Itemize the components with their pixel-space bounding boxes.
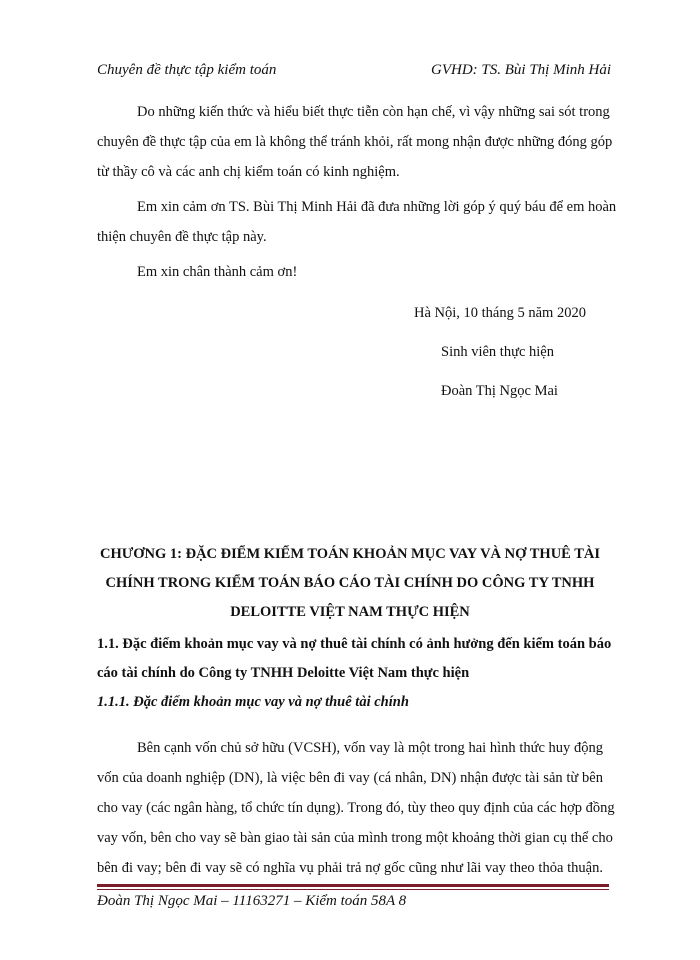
section-heading-1-1 — [97, 630, 612, 688]
text-line: Do những kiến thức và hiểu biết thực tiễn còn hạn chế, vì vậy những sai sót trong — [137, 104, 610, 120]
footer-divider-thin — [97, 889, 609, 890]
chapter-title-line: CHÍNH TRONG KIỂM TOÁN BÁO CÁO TÀI CHÍNH DO CÔNG TY TNHH — [105, 575, 595, 591]
chapter-title-line: CHƯƠNG 1: ĐẶC ĐIỂM KIỂM TOÁN KHOẢN MỤC VAY VÀ NỢ THUÊ TÀI — [99, 546, 601, 562]
chapter-title — [97, 540, 603, 627]
closing-paragraph-1 — [97, 97, 613, 187]
text-line: chuyên đề thực tập của em là không thể tránh khỏi, rất mong nhận được những đóng góp — [97, 134, 613, 150]
body-paragraph — [97, 733, 615, 883]
text-line: Bên cạnh vốn chủ sở hữu (VCSH), vốn vay là một trong hai hình thức huy động — [137, 740, 603, 756]
header-course-title: Chuyên đề thực tập kiểm toán — [97, 62, 277, 78]
text-line: cho vay (các ngân hàng, tổ chức tín dụng). Trong đó, tùy theo quy định của các hợp đồng — [97, 800, 615, 816]
text-line: Em xin cảm ơn TS. Bùi Thị Minh Hải đã đưa những lời góp ý quý báu để em hoàn — [137, 199, 617, 215]
closing-paragraph-2 — [97, 192, 617, 252]
text-line: vốn của doanh nghiệp (DN), là việc bên đi vay (cá nhân, DN) nhận được tài sản từ bên — [97, 770, 603, 786]
signature-role: Sinh viên thực hiện — [441, 344, 554, 360]
text-line: vay vốn, bên cho vay sẽ bàn giao tài sản của mình trong một khoảng thời gian cụ thể cho — [97, 830, 613, 846]
section-heading-line: cáo tài chính do Công ty TNHH Deloitte Việt Nam thực hiện — [97, 665, 470, 681]
footer-divider-thick — [97, 884, 609, 887]
text-line: Em xin chân thành cảm ơn! — [137, 264, 298, 280]
text-line: bên đi vay; bên đi vay sẽ có nghĩa vụ phải trả nợ gốc cũng như lãi vay theo thỏa thuận. — [97, 860, 603, 876]
header-advisor: GVHD: TS. Bùi Thị Minh Hải — [431, 62, 611, 78]
footer-author-page: Đoàn Thị Ngọc Mai – 11163271 – Kiểm toán 58A 8 — [97, 893, 407, 909]
text-line: từ thầy cô và các anh chị kiểm toán có kinh nghiệm. — [97, 164, 400, 180]
signature-place-date: Hà Nội, 10 tháng 5 năm 2020 — [414, 305, 586, 321]
section-heading-1-1-1: 1.1.1. Đặc điểm khoản mục vay và nợ thuê tài chính — [97, 694, 409, 710]
signature-name: Đoàn Thị Ngọc Mai — [441, 383, 558, 399]
section-heading-line: 1.1. Đặc điểm khoản mục vay và nợ thuê tài chính có ảnh hưởng đến kiểm toán báo — [97, 636, 612, 652]
closing-thanks — [97, 257, 603, 287]
text-line: thiện chuyên đề thực tập này. — [97, 229, 267, 245]
chapter-title-line: DELOITTE VIỆT NAM THỰC HIỆN — [230, 604, 470, 620]
